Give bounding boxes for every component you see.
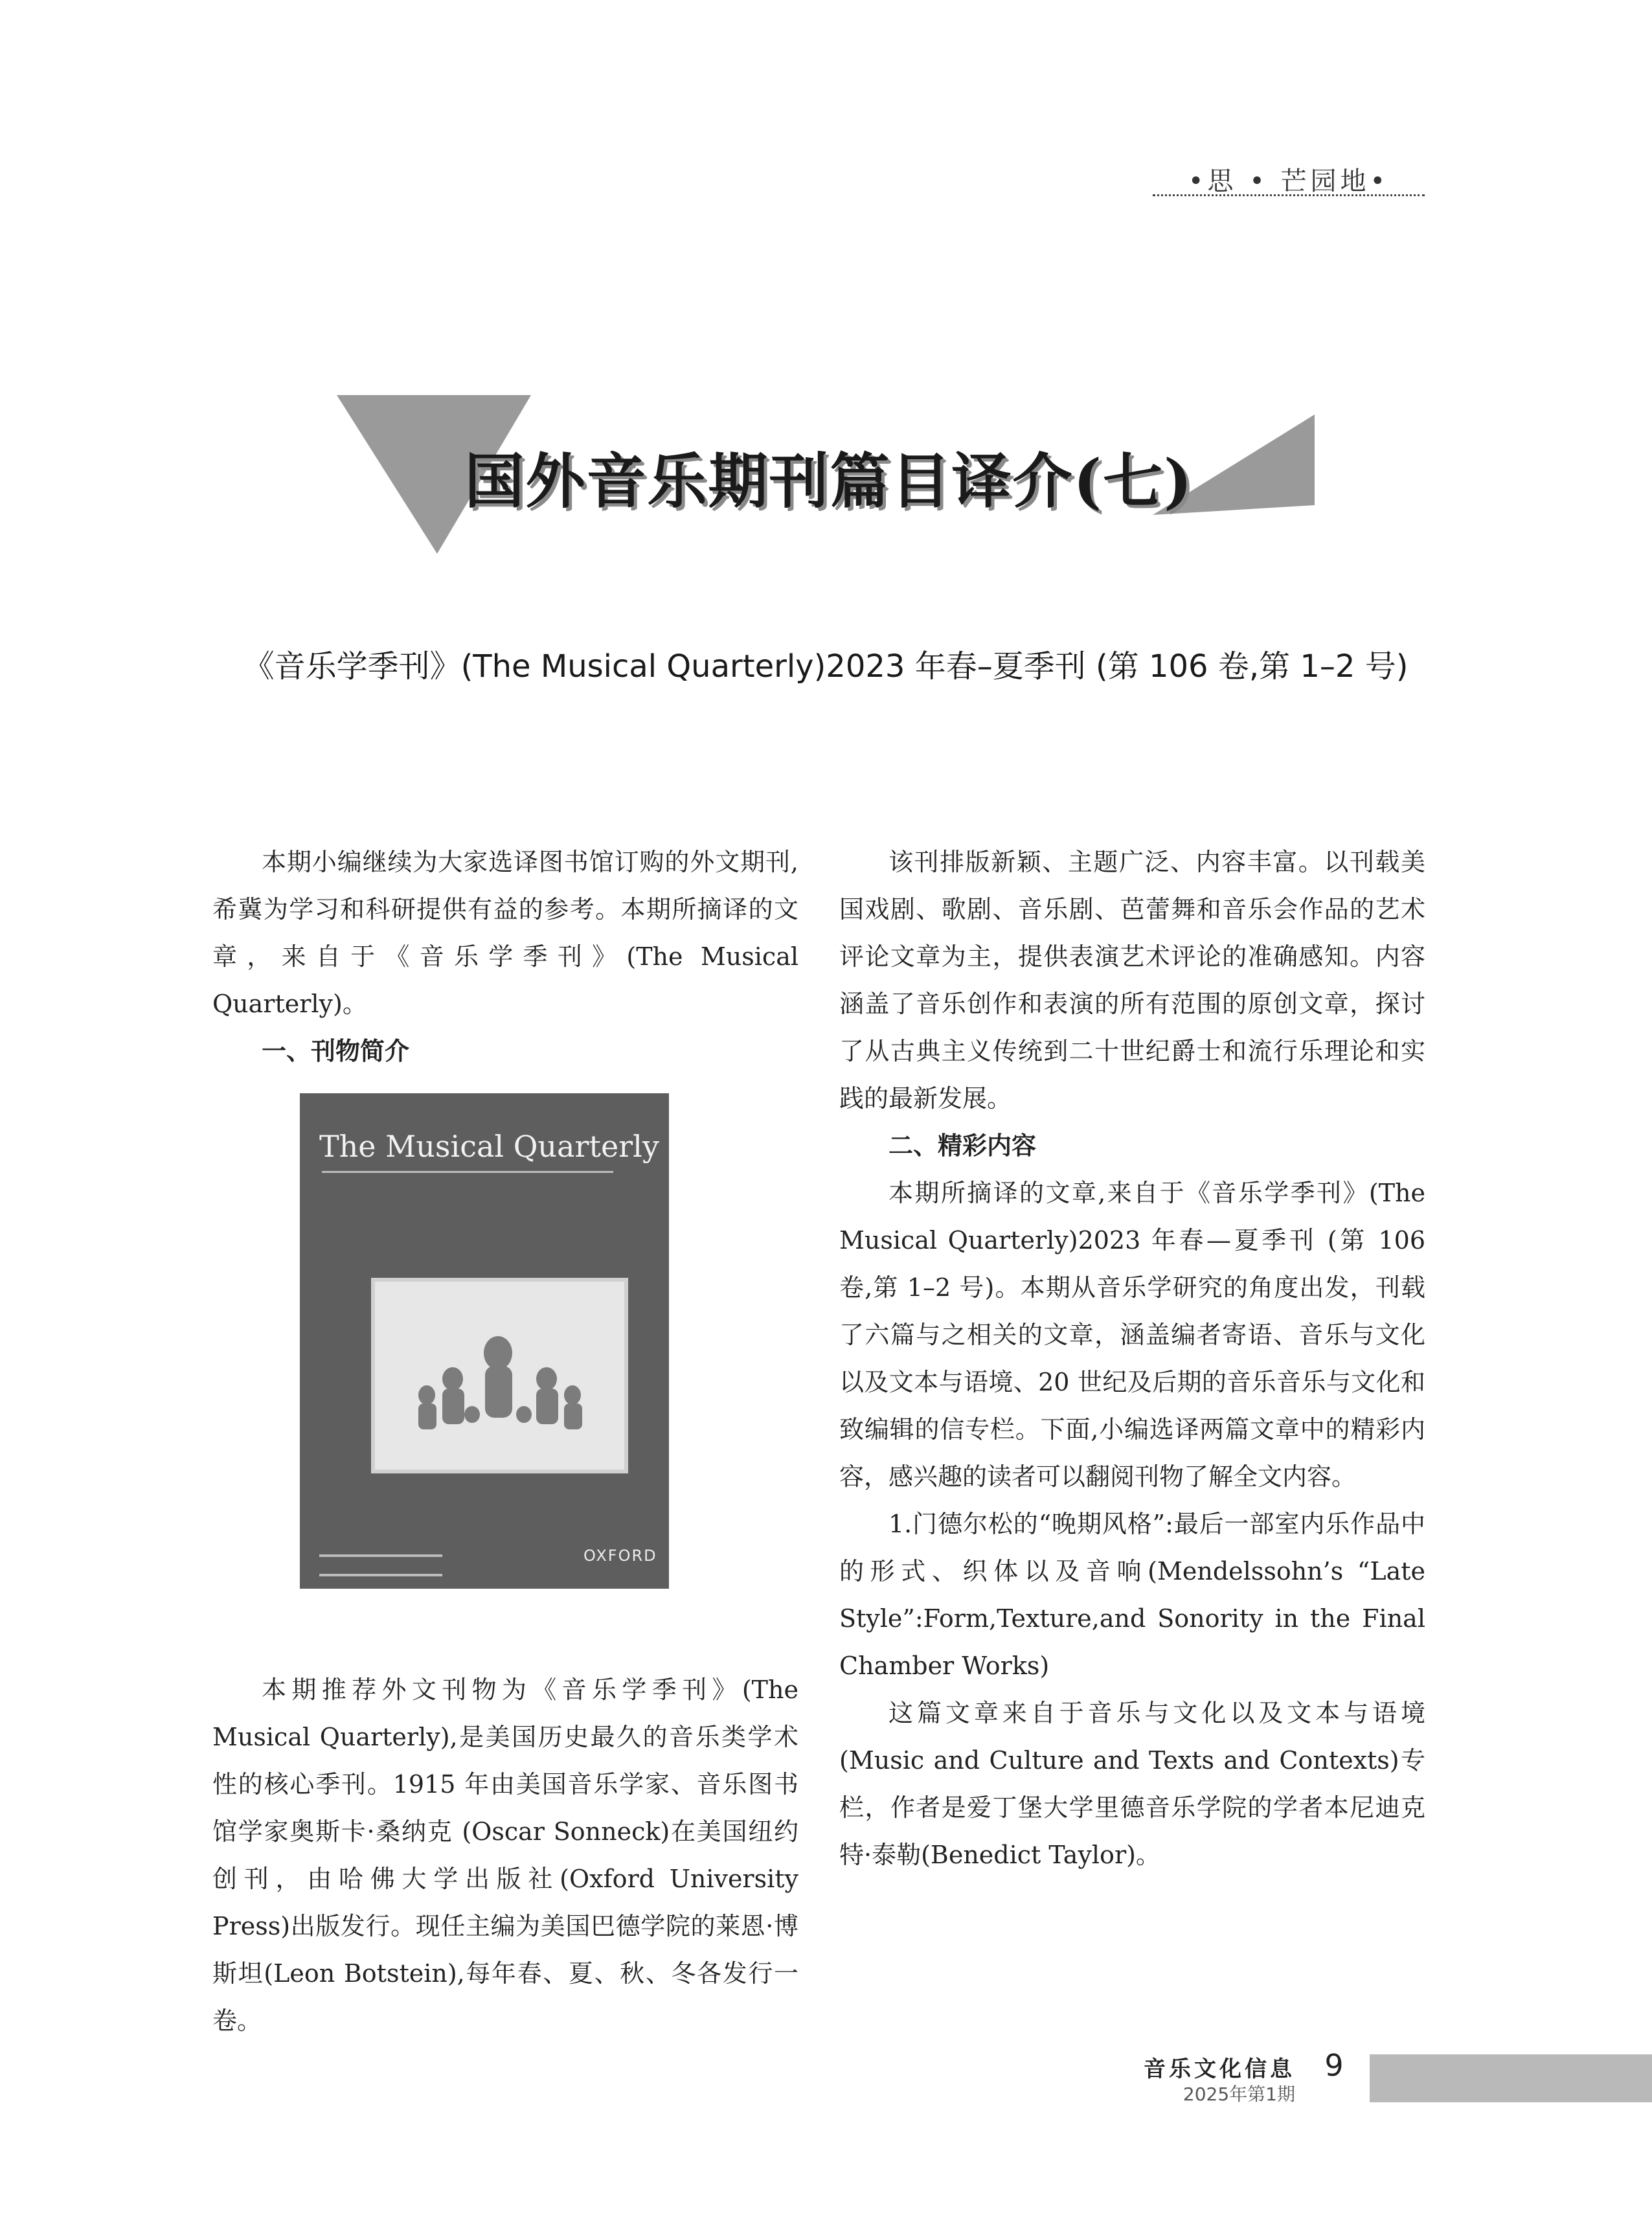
article-title-paragraph: 1.门德尔松的“晚期风格”:最后一部室内乐作品中的形式、织体以及音响(Mendelssohn’s “Late Style”:Form,Texture,and Sonority in the Final Chamber Works)	[839, 1510, 1425, 1680]
column-tag-rule	[1153, 194, 1425, 196]
journal-features-paragraph: 该刊排版新颖、主题广泛、内容丰富。以刊载美国戏剧、歌剧、音乐剧、芭蕾舞和音乐会作品的艺术评论文章为主，提供表演艺术评论的准确感知。内容涵盖了音乐创作和表演的所有范围的原创文章，探讨了从古典主义传统到二十世纪爵士和流行乐理论和实践的最新发展。	[839, 848, 1425, 1113]
cover-artwork	[371, 1278, 628, 1473]
page-subtitle: 《音乐学季刊》(The Musical Quarterly)2023 年春–夏季刊 (第 106 卷,第 1–2 号)	[243, 648, 1409, 685]
left-column	[212, 839, 798, 2045]
page-title: 国外音乐期刊篇目译介(七)	[464, 446, 1194, 516]
cover-issn-lines	[319, 1554, 442, 1576]
page-number: 9	[1324, 2048, 1344, 2083]
cover-publisher-logo: OXFORD	[583, 1547, 657, 1565]
column-tag: •思 • 芒园地•	[1188, 166, 1390, 196]
highlights-intro-paragraph: 本期所摘译的文章,来自于《音乐学季刊》(The Musical Quarterly)2023 年春—夏季刊 (第 106 卷,第 1–2 号)。本期从音乐学研究的角度出发，刊载了六篇与之相关的文章，涵盖编者寄语、音乐与文化以及文本与语境、20 世纪及后期的音乐音乐与文化和致编辑的信专栏。下面,小编选译两篇文章中的精彩内容，感兴趣的读者可以翻阅刊物了解全文内容。	[839, 1179, 1425, 1491]
section-heading-highlights: 二、精彩内容	[888, 1131, 1037, 1160]
journal-cover-image	[300, 1093, 669, 1589]
title-banner	[337, 389, 1321, 563]
intro-paragraph: 本期小编继续为大家选译图书馆订购的外文期刊,希冀为学习和科研提供有益的参考。本期所摘译的文章，来自于《音乐学季刊》(The Musical Quarterly)。	[212, 848, 798, 1018]
cover-subline	[322, 1171, 613, 1179]
footer-issue: 2025年第1期	[1182, 2084, 1295, 2105]
cover-title: The Musical Quarterly	[319, 1129, 659, 1164]
footer-bar	[1370, 2054, 1652, 2102]
footer-journal-name: 音乐文化信息	[1144, 2056, 1295, 2082]
section-heading-intro: 一、刊物简介	[262, 1037, 410, 1065]
journal-description-paragraph: 本期推荐外文刊物为《音乐学季刊》(The Musical Quarterly),是美国历史最久的音乐类学术性的核心季刊。1915 年由美国音乐学家、音乐图书馆学家奥斯卡·桑纳克 (Oscar Sonneck)在美国纽约创刊，由哈佛大学出版社(Oxford University Press)出版发行。现任主编为美国巴德学院的莱恩·博斯坦(Leon Botstein),每年春、夏、秋、冬各发行一卷。	[212, 1675, 798, 2035]
right-column	[839, 839, 1425, 1879]
sketch-figures-icon	[375, 1282, 624, 1470]
article-source-paragraph: 这篇文章来自于音乐与文化以及文本与语境(Music and Culture and Texts and Contexts)专栏，作者是爱丁堡大学里德音乐学院的学者本尼迪克特·泰勒(Benedict Taylor)。	[839, 1699, 1425, 1869]
